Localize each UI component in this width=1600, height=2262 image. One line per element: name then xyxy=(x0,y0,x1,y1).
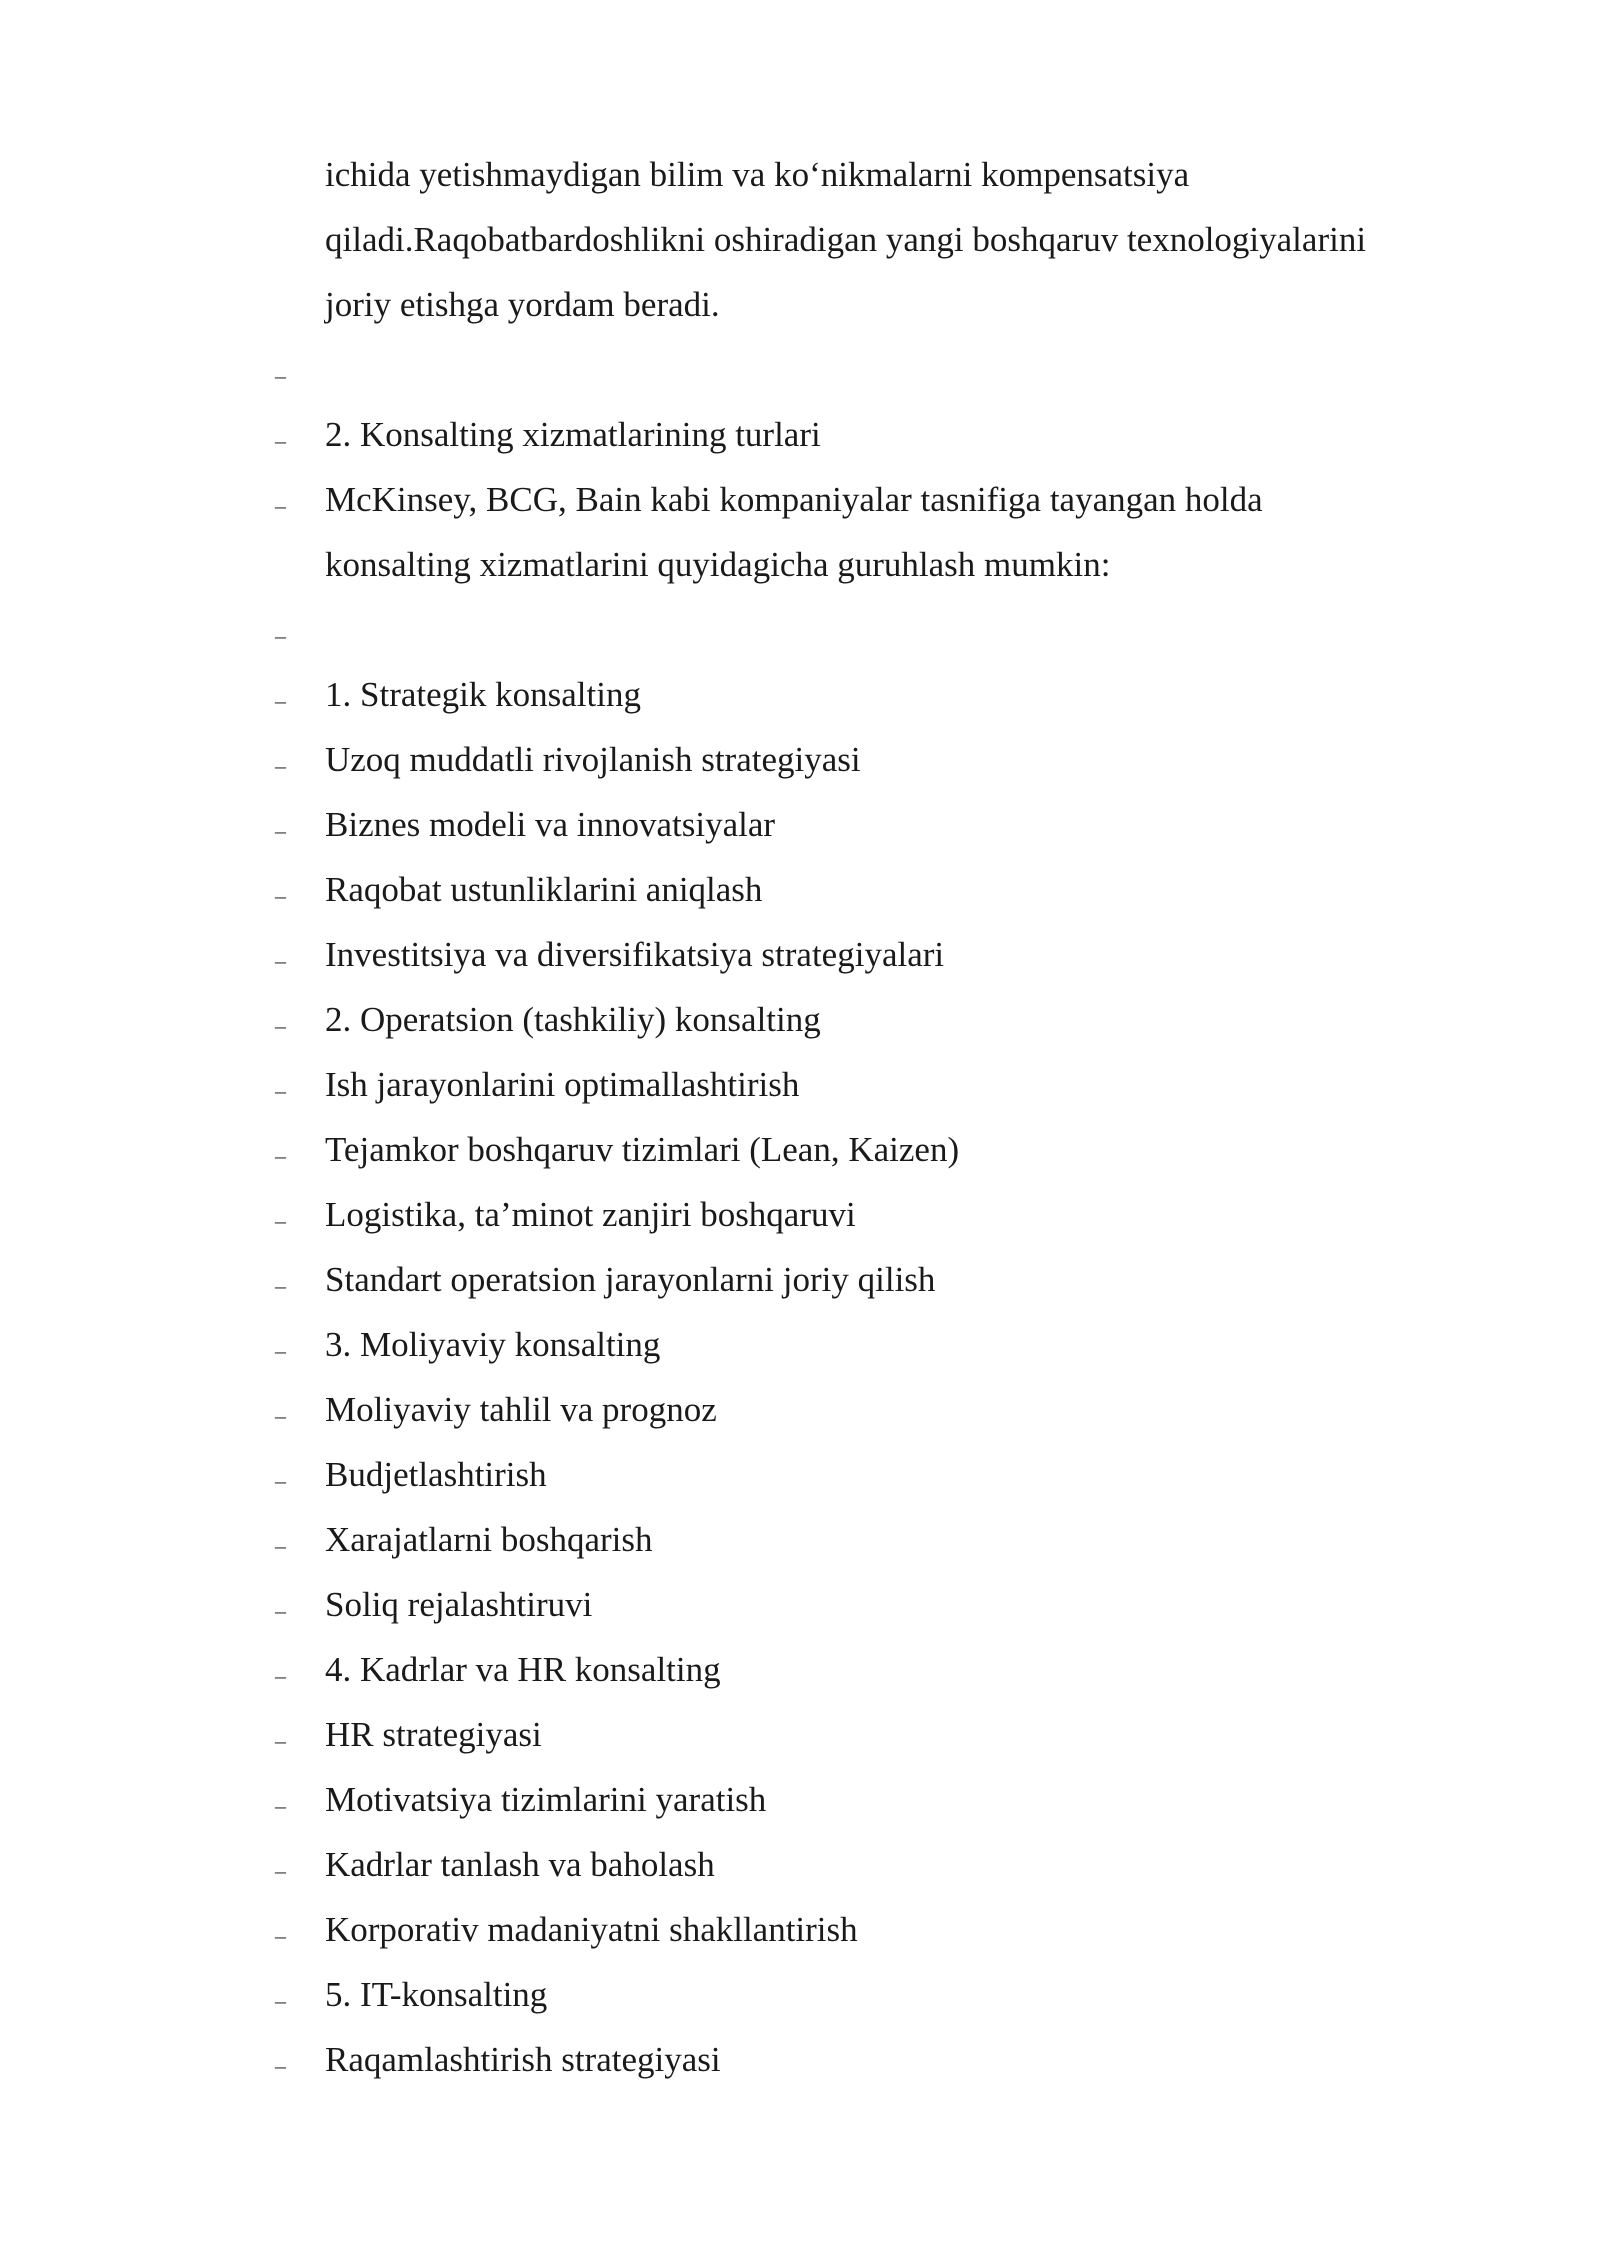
line-text: Raqobat ustunliklarini aniqlash xyxy=(325,870,763,909)
paragraph-line xyxy=(275,207,1475,272)
line-text: Xarajatlarni boshqarish xyxy=(325,1520,653,1559)
list-item xyxy=(275,1312,1475,1377)
line-text: Standart operatsion jarayonlarni joriy qilish xyxy=(325,1260,936,1299)
line-text: 2. Konsalting xizmatlarining turlari xyxy=(325,415,821,454)
list-item xyxy=(275,1702,1475,1767)
list-item xyxy=(275,1767,1475,1832)
line-text: HR strategiyasi xyxy=(325,1715,542,1754)
list-item xyxy=(275,1507,1475,1572)
line-text: Biznes modeli va innovatsiyalar xyxy=(325,805,776,844)
line-text: Logistika, ta’minot zanjiri boshqaruvi xyxy=(325,1195,856,1234)
line-text: Kadrlar tanlash va baholash xyxy=(325,1845,715,1884)
line-text: 4. Kadrlar va HR konsalting xyxy=(325,1650,721,1689)
list-dash-marker: – xyxy=(275,1273,286,1298)
line-text: 2. Operatsion (tashkiliy) konsalting xyxy=(325,1000,821,1039)
list-item xyxy=(275,1637,1475,1702)
line-text: Korporativ madaniyatni shakllantirish xyxy=(325,1910,858,1949)
list-dash-marker: – xyxy=(275,1598,286,1623)
list-dash-marker: – xyxy=(275,363,286,388)
list-dash-marker: – xyxy=(275,688,286,713)
list-item xyxy=(275,1377,1475,1442)
list-item xyxy=(275,1442,1475,1507)
document-body xyxy=(275,142,1475,2092)
list-dash-marker: – xyxy=(275,753,286,778)
line-text: 5. IT-konsalting xyxy=(325,1975,548,2014)
list-item xyxy=(275,662,1475,727)
list-dash-marker: – xyxy=(275,1728,286,1753)
line-text: Investitsiya va diversifikatsiya strategiyalari xyxy=(325,935,945,974)
line-text: konsalting xizmatlarini quyidagicha guruhlash mumkin: xyxy=(325,545,1111,584)
list-dash-marker: – xyxy=(275,1143,286,1168)
list-item xyxy=(275,1832,1475,1897)
paragraph-line xyxy=(275,532,1475,597)
line-text: Moliyaviy tahlil va prognoz xyxy=(325,1390,717,1429)
list-dash-marker: – xyxy=(275,1793,286,1818)
list-dash-marker: – xyxy=(275,818,286,843)
line-text: ichida yetishmaydigan bilim va ko‘nikmalarni kompensatsiya xyxy=(325,155,1190,194)
list-dash-marker: – xyxy=(275,1988,286,2013)
list-item xyxy=(275,1897,1475,1962)
list-dash-marker: – xyxy=(275,1533,286,1558)
list-dash-marker: – xyxy=(275,1858,286,1883)
line-text: 1. Strategik konsalting xyxy=(325,675,641,714)
list-item xyxy=(275,467,1475,532)
line-text: Ish jarayonlarini optimallashtirish xyxy=(325,1065,800,1104)
list-dash-marker: – xyxy=(275,948,286,973)
list-dash-marker: – xyxy=(275,2053,286,2078)
list-item xyxy=(275,2027,1475,2092)
list-item xyxy=(275,1247,1475,1312)
line-text: Uzoq muddatli rivojlanish strategiyasi xyxy=(325,740,861,779)
list-item xyxy=(275,597,1475,662)
line-text: Tejamkor boshqaruv tizimlari (Lean, Kaizen) xyxy=(325,1130,960,1169)
list-item xyxy=(275,1572,1475,1637)
list-dash-marker: – xyxy=(275,1013,286,1038)
line-text: Budjetlashtirish xyxy=(325,1455,547,1494)
line-text: qiladi.Raqobatbardoshlikni oshiradigan yangi boshqaruv texnologiyalarini xyxy=(325,220,1367,259)
list-dash-marker: – xyxy=(275,493,286,518)
list-item xyxy=(275,857,1475,922)
line-text: Soliq rejalashtiruvi xyxy=(325,1585,593,1624)
line-text: Motivatsiya tizimlarini yaratish xyxy=(325,1780,767,1819)
list-item xyxy=(275,727,1475,792)
list-item xyxy=(275,987,1475,1052)
paragraph-line xyxy=(275,272,1475,337)
list-dash-marker: – xyxy=(275,1468,286,1493)
list-item xyxy=(275,1052,1475,1117)
list-dash-marker: – xyxy=(275,1663,286,1688)
line-text: Raqamlashtirish strategiyasi xyxy=(325,2040,721,2079)
list-item xyxy=(275,922,1475,987)
line-text: McKinsey, BCG, Bain kabi kompaniyalar tasnifiga tayangan holda xyxy=(325,480,1263,519)
line-text: 3. Moliyaviy konsalting xyxy=(325,1325,661,1364)
paragraph-line xyxy=(275,142,1475,207)
list-dash-marker: – xyxy=(275,1078,286,1103)
list-dash-marker: – xyxy=(275,1338,286,1363)
list-item xyxy=(275,1117,1475,1182)
list-item xyxy=(275,1182,1475,1247)
list-dash-marker: – xyxy=(275,428,286,453)
list-item xyxy=(275,337,1475,402)
list-dash-marker: – xyxy=(275,1403,286,1428)
list-item xyxy=(275,402,1475,467)
list-dash-marker: – xyxy=(275,1923,286,1948)
list-dash-marker: – xyxy=(275,1208,286,1233)
line-text: joriy etishga yordam beradi. xyxy=(325,285,720,324)
list-item xyxy=(275,1962,1475,2027)
list-item xyxy=(275,792,1475,857)
list-dash-marker: – xyxy=(275,883,286,908)
list-dash-marker: – xyxy=(275,623,286,648)
